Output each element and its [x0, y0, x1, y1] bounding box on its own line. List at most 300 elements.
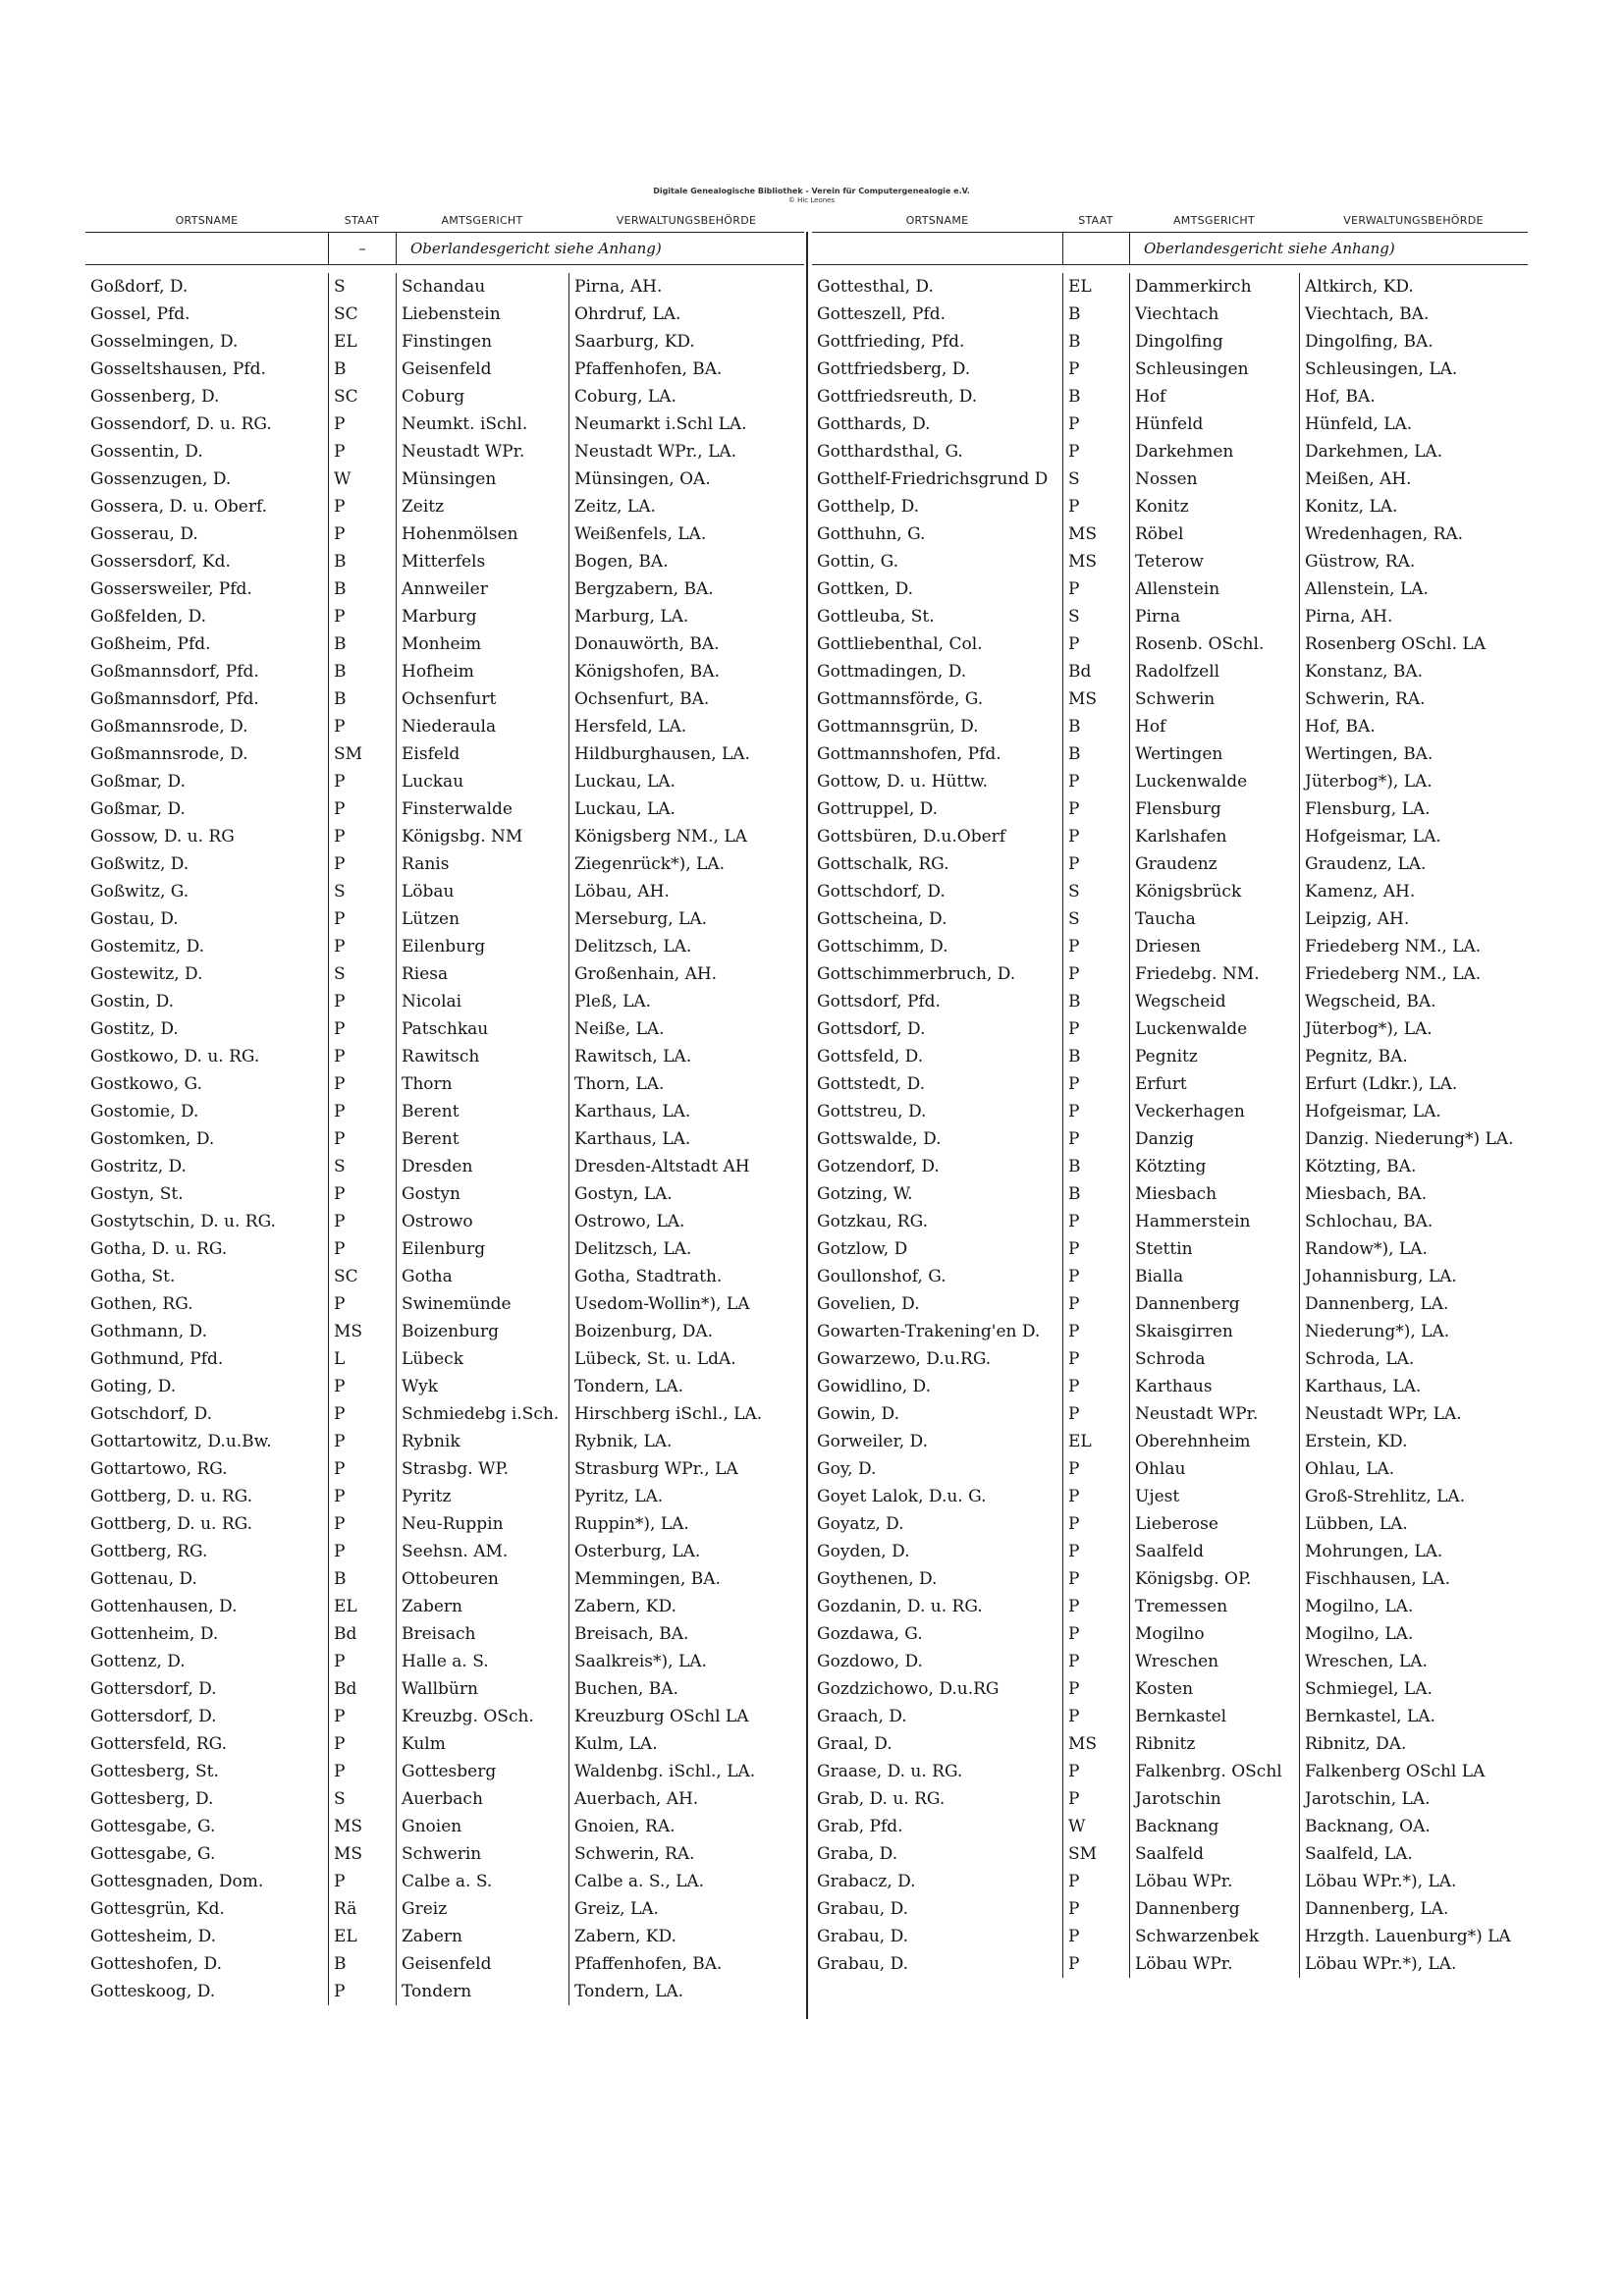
ortsname-cell: Gottenhausen, D.	[90, 1597, 238, 1616]
amtsgericht-cell: Ujest	[1129, 1483, 1299, 1510]
verwaltungsbehoerde-cell: Friedeberg NM., LA.	[1299, 960, 1528, 988]
amtsgericht-cell: Strasbg. WP.	[396, 1455, 568, 1483]
staat-cell: B	[1062, 1180, 1129, 1208]
staat-cell: P	[1062, 1593, 1129, 1620]
staat-cell: P	[328, 1098, 396, 1125]
table-row	[85, 1703, 804, 1730]
ortsname-cell: Goullonshof, G.	[817, 1267, 947, 1286]
ortsname-cell: Gotthelp, D.	[817, 497, 920, 517]
amtsgericht-cell: Bialla	[1129, 1263, 1299, 1290]
verwaltungsbehoerde-cell: Breisach, BA.	[568, 1620, 804, 1648]
verwaltungsbehoerde-cell: Münsingen, OA.	[568, 465, 804, 493]
amtsgericht-cell: Pirna	[1129, 603, 1299, 630]
ortsname-cell: Gottscheina, D.	[817, 909, 947, 929]
verwaltungsbehoerde-cell: Hofgeismar, LA.	[1299, 823, 1528, 850]
ortsname-cell: Goßmannsrode, D.	[90, 744, 248, 764]
amtsgericht-cell: Löbau	[396, 878, 568, 905]
table-row	[85, 1758, 804, 1785]
table-row	[85, 1043, 804, 1070]
ortsname-cell: Goting, D.	[90, 1377, 177, 1396]
amtsgericht-cell: Dannenberg	[1129, 1290, 1299, 1318]
amtsgericht-cell: Lützen	[396, 905, 568, 933]
table-row	[812, 768, 1528, 795]
amtsgericht-cell: Greiz	[396, 1895, 568, 1923]
verwaltungsbehoerde-cell: Fischhausen, LA.	[1299, 1565, 1528, 1593]
amtsgericht-cell: Königsbg. OP.	[1129, 1565, 1299, 1593]
amtsgericht-cell: Schmiedebg i.Sch.	[396, 1400, 568, 1428]
table-row	[85, 1978, 804, 2005]
verwaltungsbehoerde-cell: Hrzgth. Lauenburg*) LA	[1299, 1923, 1528, 1950]
ortsname-cell: Gottesgrün, Kd.	[90, 1899, 225, 1919]
table-row	[812, 1318, 1528, 1345]
header-ortsname: ORTSNAME	[175, 214, 239, 227]
staat-cell: P	[1062, 1015, 1129, 1043]
ortsname-cell: Goßmar, D.	[90, 772, 186, 792]
ortsname-cell: Gottfriedsreuth, D.	[817, 387, 978, 407]
table-row	[812, 1923, 1528, 1950]
staat-cell: B	[1062, 740, 1129, 768]
verwaltungsbehoerde-cell: Friedeberg NM., LA.	[1299, 933, 1528, 960]
verwaltungsbehoerde-cell: Löbau WPr.*), LA.	[1299, 1868, 1528, 1895]
table-row	[812, 273, 1528, 301]
table-row	[85, 1813, 804, 1840]
verwaltungsbehoerde-cell: Ostrowo, LA.	[568, 1208, 804, 1235]
ortsname-cell: Goßwitz, D.	[90, 854, 189, 874]
amtsgericht-cell: Löbau WPr.	[1129, 1868, 1299, 1895]
amtsgericht-cell: Teterow	[1129, 548, 1299, 575]
staat-cell: S	[1062, 465, 1129, 493]
verwaltungsbehoerde-cell: Saalfeld, LA.	[1299, 1840, 1528, 1868]
ortsname-cell: Gowarzewo, D.u.RG.	[817, 1349, 992, 1369]
table-body	[85, 273, 804, 2005]
staat-cell: P	[328, 1730, 396, 1758]
verwaltungsbehoerde-cell: Graudenz, LA.	[1299, 850, 1528, 878]
table-row	[85, 1070, 804, 1098]
table-row	[812, 493, 1528, 520]
staat-cell: B	[1062, 988, 1129, 1015]
verwaltungsbehoerde-cell: Buchen, BA.	[568, 1675, 804, 1703]
ortsname-cell: Gostin, D.	[90, 992, 174, 1011]
table-row	[812, 1730, 1528, 1758]
ortsname-cell: Gowin, D.	[817, 1404, 899, 1424]
staat-cell: S	[328, 1153, 396, 1180]
verwaltungsbehoerde-cell: Gotha, Stadtrath.	[568, 1263, 804, 1290]
verwaltungsbehoerde-cell: Kulm, LA.	[568, 1730, 804, 1758]
staat-cell: P	[1062, 1785, 1129, 1813]
amtsgericht-cell: Erfurt	[1129, 1070, 1299, 1098]
staat-cell: P	[328, 1373, 396, 1400]
table-row	[85, 548, 804, 575]
verwaltungsbehoerde-cell: Mohrungen, LA.	[1299, 1538, 1528, 1565]
table-row	[85, 575, 804, 603]
table-row	[85, 1868, 804, 1895]
ortsname-cell: Gostkowo, D. u. RG.	[90, 1047, 260, 1066]
ortsname-cell: Grabau, D.	[817, 1954, 909, 1974]
verwaltungsbehoerde-cell: Königsberg NM., LA	[568, 823, 804, 850]
staat-cell: P	[1062, 1758, 1129, 1785]
ortsname-cell: Gowidlino, D.	[817, 1377, 931, 1396]
amtsgericht-cell: Ottobeuren	[396, 1565, 568, 1593]
ortsname-cell: Grabau, D.	[817, 1899, 909, 1919]
amtsgericht-cell: Dresden	[396, 1153, 568, 1180]
staat-cell: P	[1062, 1620, 1129, 1648]
ortsname-cell: Gottmannsgrün, D.	[817, 717, 979, 737]
table-row	[85, 768, 804, 795]
left-table	[85, 210, 804, 2005]
staat-cell: S	[1062, 905, 1129, 933]
amtsgericht-cell: Pyritz	[396, 1483, 568, 1510]
amtsgericht-cell: Geisenfeld	[396, 1950, 568, 1978]
staat-cell: SC	[328, 1263, 396, 1290]
table-row	[85, 1208, 804, 1235]
staat-cell: P	[328, 795, 396, 823]
ortsname-cell: Gottstedt, D.	[817, 1074, 926, 1094]
ortsname-cell: Gottsdorf, D.	[817, 1019, 926, 1039]
verwaltungsbehoerde-cell: Niederung*), LA.	[1299, 1318, 1528, 1345]
ortsname-cell: Gozdzichowo, D.u.RG	[817, 1679, 1000, 1699]
ortsname-cell: Gossenzugen, D.	[90, 469, 232, 489]
verwaltungsbehoerde-cell: Königshofen, BA.	[568, 658, 804, 685]
ortsname-cell: Goßmar, D.	[90, 799, 186, 819]
table-row	[85, 1620, 804, 1648]
header-verwaltungsbehoerde: VERWALTUNGSBEHÖRDE	[1343, 214, 1484, 227]
verwaltungsbehoerde-cell: Pyritz, LA.	[568, 1483, 804, 1510]
staat-cell: P	[1062, 850, 1129, 878]
verwaltungsbehoerde-cell: Donauwörth, BA.	[568, 630, 804, 658]
ortsname-cell: Gottliebenthal, Col.	[817, 634, 983, 654]
table-row	[85, 301, 804, 328]
table-row	[812, 988, 1528, 1015]
amtsgericht-cell: Zeitz	[396, 493, 568, 520]
verwaltungsbehoerde-cell: Rosenberg OSchl. LA	[1299, 630, 1528, 658]
table-row	[812, 658, 1528, 685]
amtsgericht-cell: Driesen	[1129, 933, 1299, 960]
table-row	[85, 328, 804, 355]
copyright-line: © Hic Leones	[787, 196, 836, 204]
staat-cell: P	[328, 1125, 396, 1153]
ortsname-cell: Gottow, D. u. Hüttw.	[817, 772, 989, 792]
table-row	[85, 905, 804, 933]
amtsgericht-cell: Neustadt WPr.	[1129, 1400, 1299, 1428]
staat-cell: P	[1062, 1263, 1129, 1290]
staat-cell: EL	[1062, 273, 1129, 301]
amtsgericht-cell: Karthaus	[1129, 1373, 1299, 1400]
ortsname-cell: Gostau, D.	[90, 909, 179, 929]
amtsgericht-cell: Schwerin	[1129, 685, 1299, 713]
amtsgericht-cell: Rosenb. OSchl.	[1129, 630, 1299, 658]
amtsgericht-cell: Patschkau	[396, 1015, 568, 1043]
staat-cell: P	[328, 603, 396, 630]
staat-cell: MS	[328, 1813, 396, 1840]
verwaltungsbehoerde-cell: Hof, BA.	[1299, 383, 1528, 410]
staat-cell: P	[1062, 410, 1129, 438]
amtsgericht-cell: Luckau	[396, 768, 568, 795]
staat-cell: EL	[328, 1923, 396, 1950]
ortsname-cell: Gottartowitz, D.u.Bw.	[90, 1432, 272, 1451]
verwaltungsbehoerde-cell: Pfaffenhofen, BA.	[568, 1950, 804, 1978]
ortsname-cell: Graach, D.	[817, 1707, 907, 1726]
ortsname-cell: Gottersdorf, D.	[90, 1707, 217, 1726]
table-row	[812, 1153, 1528, 1180]
table-row	[812, 878, 1528, 905]
ortsname-cell: Gotteskoog, D.	[90, 1982, 216, 2001]
staat-cell: P	[1062, 1400, 1129, 1428]
verwaltungsbehoerde-cell: Karthaus, LA.	[568, 1125, 804, 1153]
staat-cell: P	[1062, 1235, 1129, 1263]
table-row	[812, 795, 1528, 823]
verwaltungsbehoerde-cell: Greiz, LA.	[568, 1895, 804, 1923]
ortsname-cell: Gostitz, D.	[90, 1019, 179, 1039]
table-row	[812, 575, 1528, 603]
verwaltungsbehoerde-cell: Osterburg, LA.	[568, 1538, 804, 1565]
staat-cell: P	[1062, 933, 1129, 960]
amtsgericht-cell: Konitz	[1129, 493, 1299, 520]
verwaltungsbehoerde-cell: Kötzting, BA.	[1299, 1153, 1528, 1180]
amtsgericht-cell: Wertingen	[1129, 740, 1299, 768]
ortsname-cell: Gottesgabe, G.	[90, 1817, 216, 1836]
ortsname-cell: Gothmund, Pfd.	[90, 1349, 224, 1369]
staat-cell: P	[1062, 960, 1129, 988]
staat-cell: P	[1062, 1703, 1129, 1730]
verwaltungsbehoerde-cell: Allenstein, LA.	[1299, 575, 1528, 603]
amtsgericht-cell: Luckenwalde	[1129, 768, 1299, 795]
table-row	[85, 850, 804, 878]
staat-cell: P	[328, 1208, 396, 1235]
ortsname-cell: Gosserau, D.	[90, 524, 198, 544]
ortsname-cell: Gotzkau, RG.	[817, 1212, 928, 1231]
verwaltungsbehoerde-cell: Konstanz, BA.	[1299, 658, 1528, 685]
ortsname-cell: Gottesheim, D.	[90, 1927, 217, 1946]
ortsname-cell: Gottfrieding, Pfd.	[817, 332, 965, 352]
staat-cell: P	[1062, 768, 1129, 795]
verwaltungsbehoerde-cell: Backnang, OA.	[1299, 1813, 1528, 1840]
verwaltungsbehoerde-cell: Ohrdruf, LA.	[568, 301, 804, 328]
amtsgericht-cell: Wreschen	[1129, 1648, 1299, 1675]
amtsgericht-cell: Hof	[1129, 713, 1299, 740]
staat-cell: B	[328, 575, 396, 603]
amtsgericht-cell: Jarotschin	[1129, 1785, 1299, 1813]
verwaltungsbehoerde-cell: Waldenbg. iSchl., LA.	[568, 1758, 804, 1785]
ortsname-cell: Gottleuba, St.	[817, 607, 935, 627]
verwaltungsbehoerde-cell: Karthaus, LA.	[1299, 1373, 1528, 1400]
staat-cell: P	[328, 1758, 396, 1785]
amtsgericht-cell: Ohlau	[1129, 1455, 1299, 1483]
amtsgericht-cell: Königsbg. NM	[396, 823, 568, 850]
table-row	[812, 410, 1528, 438]
amtsgericht-cell: Tremessen	[1129, 1593, 1299, 1620]
table-row	[812, 850, 1528, 878]
table-row	[85, 1483, 804, 1510]
staat-cell: MS	[328, 1318, 396, 1345]
table-row	[812, 520, 1528, 548]
amtsgericht-cell: Schwerin	[396, 1840, 568, 1868]
ortsname-cell: Gottenz, D.	[90, 1652, 186, 1671]
table-row	[812, 1620, 1528, 1648]
verwaltungsbehoerde-cell: Karthaus, LA.	[568, 1098, 804, 1125]
table-row	[85, 1923, 804, 1950]
verwaltungsbehoerde-cell: Neumarkt i.Schl LA.	[568, 410, 804, 438]
verwaltungsbehoerde-cell: Pleß, LA.	[568, 988, 804, 1015]
ortsname-cell: Goßheim, Pfd.	[90, 634, 211, 654]
ortsname-cell: Goythenen, D.	[817, 1569, 938, 1589]
ortsname-cell: Gotzendorf, D.	[817, 1157, 940, 1176]
staat-cell: B	[328, 548, 396, 575]
amtsgericht-cell: Radolfzell	[1129, 658, 1299, 685]
table-row	[812, 465, 1528, 493]
table-row	[85, 1400, 804, 1428]
amtsgericht-cell: Dannenberg	[1129, 1895, 1299, 1923]
staat-cell: W	[1062, 1813, 1129, 1840]
table-row	[85, 685, 804, 713]
staat-cell: P	[328, 713, 396, 740]
ortsname-cell: Gottberg, D. u. RG.	[90, 1487, 253, 1506]
verwaltungsbehoerde-cell: Ribnitz, DA.	[1299, 1730, 1528, 1758]
ortsname-cell: Goßdorf, D.	[90, 277, 189, 297]
table-row	[812, 905, 1528, 933]
staat-cell: P	[1062, 1895, 1129, 1923]
ortsname-cell: Gottmannsförde, G.	[817, 689, 984, 709]
amtsgericht-cell: Schleusingen	[1129, 355, 1299, 383]
amtsgericht-cell: Gotha	[396, 1263, 568, 1290]
table-row	[812, 1345, 1528, 1373]
table-row	[812, 1180, 1528, 1208]
ortsname-cell: Gottersdorf, D.	[90, 1679, 217, 1699]
staat-cell: MS	[1062, 548, 1129, 575]
ortsname-cell: Govelien, D.	[817, 1294, 920, 1314]
staat-cell: P	[328, 850, 396, 878]
table-row	[85, 355, 804, 383]
staat-cell: B	[1062, 1153, 1129, 1180]
table-row	[85, 1373, 804, 1400]
amtsgericht-cell: Hofheim	[396, 658, 568, 685]
amtsgericht-cell: Wegscheid	[1129, 988, 1299, 1015]
table-row	[812, 1015, 1528, 1043]
amtsgericht-cell: Mitterfels	[396, 548, 568, 575]
table-row	[812, 1950, 1528, 1978]
amtsgericht-cell: Zabern	[396, 1593, 568, 1620]
staat-cell: P	[1062, 1318, 1129, 1345]
staat-cell: P	[328, 1015, 396, 1043]
amtsgericht-cell: Kreuzbg. OSch.	[396, 1703, 568, 1730]
amtsgericht-cell: Seehsn. AM.	[396, 1538, 568, 1565]
ortsname-cell: Gozdowo, D.	[817, 1652, 923, 1671]
table-row	[812, 1235, 1528, 1263]
ortsname-cell: Gotzing, W.	[817, 1184, 913, 1204]
amtsgericht-cell: Schwarzenbek	[1129, 1923, 1299, 1950]
amtsgericht-cell: Auerbach	[396, 1785, 568, 1813]
amtsgericht-cell: Zabern	[396, 1923, 568, 1950]
verwaltungsbehoerde-cell: Dannenberg, LA.	[1299, 1895, 1528, 1923]
amtsgericht-cell: Halle a. S.	[396, 1648, 568, 1675]
amtsgericht-cell: Niederaula	[396, 713, 568, 740]
verwaltungsbehoerde-cell: Leipzig, AH.	[1299, 905, 1528, 933]
verwaltungsbehoerde-cell: Kamenz, AH.	[1299, 878, 1528, 905]
amtsgericht-cell: Finsterwalde	[396, 795, 568, 823]
staat-cell: P	[328, 410, 396, 438]
verwaltungsbehoerde-cell: Güstrow, RA.	[1299, 548, 1528, 575]
ortsname-cell: Gostomken, D.	[90, 1129, 215, 1149]
ortsname-cell: Gostytschin, D. u. RG.	[90, 1212, 276, 1231]
table-row	[85, 273, 804, 301]
table-row	[812, 1895, 1528, 1923]
staat-cell: S	[1062, 603, 1129, 630]
ortsname-cell: Gottken, D.	[817, 579, 914, 599]
staat-cell: B	[1062, 301, 1129, 328]
staat-cell: P	[1062, 1868, 1129, 1895]
staat-cell: S	[1062, 878, 1129, 905]
amtsgericht-cell: Wyk	[396, 1373, 568, 1400]
ortsname-cell: Gottswalde, D.	[817, 1129, 942, 1149]
ortsname-cell: Gostomie, D.	[90, 1102, 199, 1121]
verwaltungsbehoerde-cell: Neustadt WPr, LA.	[1299, 1400, 1528, 1428]
table-row	[85, 1428, 804, 1455]
amtsgericht-cell: Darkehmen	[1129, 438, 1299, 465]
staat-cell: L	[328, 1345, 396, 1373]
ortsname-cell: Gottschalk, RG.	[817, 854, 949, 874]
staat-cell: MS	[1062, 1730, 1129, 1758]
table-row	[85, 740, 804, 768]
table-row	[812, 1483, 1528, 1510]
staat-cell: EL	[328, 328, 396, 355]
verwaltungsbehoerde-cell: Altkirch, KD.	[1299, 273, 1528, 301]
table-row	[85, 1180, 804, 1208]
amtsgericht-cell: Monheim	[396, 630, 568, 658]
amtsgericht-cell: Oberehnheim	[1129, 1428, 1299, 1455]
staat-cell: P	[1062, 1290, 1129, 1318]
amtsgericht-cell: Dingolfing	[1129, 328, 1299, 355]
staat-cell: B	[1062, 713, 1129, 740]
verwaltungsbehoerde-cell: Jüterbog*), LA.	[1299, 768, 1528, 795]
subheader-empty	[85, 233, 328, 264]
staat-cell: EL	[1062, 1428, 1129, 1455]
ortsname-cell: Grabau, D.	[817, 1927, 909, 1946]
ortsname-cell: Graase, D. u. RG.	[817, 1762, 963, 1781]
verwaltungsbehoerde-cell: Rybnik, LA.	[568, 1428, 804, 1455]
table-row	[812, 713, 1528, 740]
table-row	[85, 658, 804, 685]
staat-cell: P	[1062, 795, 1129, 823]
table-row	[85, 520, 804, 548]
amtsgericht-cell: Röbel	[1129, 520, 1299, 548]
verwaltungsbehoerde-cell: Konitz, LA.	[1299, 493, 1528, 520]
verwaltungsbehoerde-cell: Randow*), LA.	[1299, 1235, 1528, 1263]
ortsname-cell: Gotteszell, Pfd.	[817, 304, 946, 324]
amtsgericht-cell: Rybnik	[396, 1428, 568, 1455]
staat-cell: MS	[328, 1840, 396, 1868]
ortsname-cell: Gottesberg, St.	[90, 1762, 219, 1781]
amtsgericht-cell: Münsingen	[396, 465, 568, 493]
verwaltungsbehoerde-cell: Wreschen, LA.	[1299, 1648, 1528, 1675]
staat-cell: P	[328, 520, 396, 548]
amtsgericht-cell: Hof	[1129, 383, 1299, 410]
staat-cell: P	[328, 905, 396, 933]
ortsname-cell: Gottin, G.	[817, 552, 899, 572]
table-row	[812, 1593, 1528, 1620]
ortsname-cell: Gozdawa, G.	[817, 1624, 923, 1644]
ortsname-cell: Gotthelf-Friedrichsgrund D	[817, 469, 1049, 489]
table-row	[812, 1785, 1528, 1813]
amtsgericht-cell: Kötzting	[1129, 1153, 1299, 1180]
ortsname-cell: Gotthards, D.	[817, 414, 931, 434]
staat-cell: P	[328, 1483, 396, 1510]
staat-cell: P	[1062, 1125, 1129, 1153]
staat-cell: P	[1062, 1373, 1129, 1400]
amtsgericht-cell: Hohenmölsen	[396, 520, 568, 548]
amtsgericht-cell: Kosten	[1129, 1675, 1299, 1703]
verwaltungsbehoerde-cell: Johannisburg, LA.	[1299, 1263, 1528, 1290]
verwaltungsbehoerde-cell: Zeitz, LA.	[568, 493, 804, 520]
staat-cell: P	[328, 1235, 396, 1263]
